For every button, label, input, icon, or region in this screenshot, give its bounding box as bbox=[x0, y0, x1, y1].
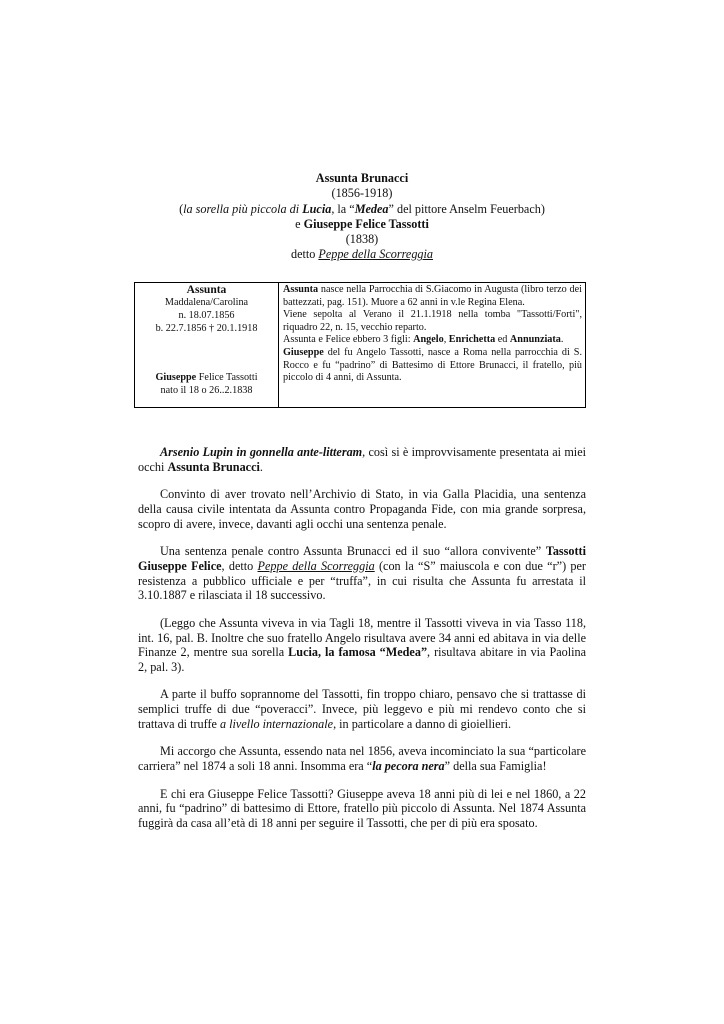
paragraph-7: E chi era Giuseppe Felice Tassotti? Giuseppe aveva 18 anni più di lei e nel 1860, a 22 anni, fu “padrino” di battesimo di Ettore, fratello più piccolo di Assunta. Nel 1874 Assunta fuggirà da casa all’età di 18 anni per seguire il Tassotti, che per di più era sposato. bbox=[138, 786, 586, 830]
paragraph-6: Mi accorgo che Assunta, essendo nata nel 1856, aveva incominciato la sua “particolare carriera” nel 1874 a soli 18 anni. Insomma era “la pecora nera” della sua Famiglia! bbox=[138, 744, 586, 774]
info-table bbox=[134, 282, 586, 408]
title-nickname: detto Peppe della Scorreggia bbox=[290, 247, 434, 262]
assunta-heading: Assunta bbox=[186, 284, 227, 296]
title-dates: (1856-1918) bbox=[331, 186, 393, 201]
info-table-right-column bbox=[283, 284, 582, 385]
title-second-person: e Giuseppe Felice Tassotti bbox=[295, 216, 429, 231]
paragraph-2: Convinto di aver trovato nell’Archivio di Stato, in via Galla Placidia, una sentenza della causa civile intentata da Assunta contro Propaganda Fide, con mia grande sorpresa, scopro di avere, invece, davanti agli occhi una sentenza penale. bbox=[138, 487, 586, 531]
paragraph-1: Arsenio Lupin in gonnella ante-litteram, così si è improvvisamente presentata ai miei occhi Assunta Brunacci. bbox=[138, 445, 586, 474]
children-note: Assunta e Felice ebbero 3 figli: Angelo, Enrichetta ed Annunziata. bbox=[283, 334, 564, 346]
title-year: (1838) bbox=[345, 232, 379, 247]
giuseppe-name: Giuseppe Felice Tassotti bbox=[155, 372, 258, 383]
info-table-left-column bbox=[135, 283, 279, 407]
giuseppe-born: nato il 18 o 26..2.1838 bbox=[160, 384, 253, 396]
assunta-birth: n. 18.07.1856 bbox=[178, 309, 235, 321]
document-header bbox=[120, 171, 604, 263]
document-body bbox=[138, 445, 586, 844]
burial-note: Viene sepolta al Verano il 21.1.1918 nella tomba "Tassotti/Forti", riquadro 22, n. 15, vecchio reparto. bbox=[283, 309, 582, 333]
assunta-baptism-death: b. 22.7.1856 † 20.1.1918 bbox=[155, 322, 258, 334]
title-name: Assunta Brunacci bbox=[315, 171, 409, 185]
paragraph-4: (Leggo che Assunta viveva in via Tagli 18, mentre il Tassotti viveva in via Tasso 118, int. 16, pal. B. Inoltre che suo fratello Angelo risultava avere 34 anni ed abitava in via delle Finanze 2, mentre sua sorella Lucia, la famosa “Medea”, risultava abitare in via Paolina 2, pal. 3). bbox=[138, 615, 587, 674]
assunta-birth-note: Assunta nasce nella Parrocchia di S.Giacomo in Augusta (libro terzo dei battezzati, pag. 151). Muore a 62 anni in v.le Regina Elena. bbox=[283, 284, 582, 308]
paragraph-3: Una sentenza penale contro Assunta Brunacci ed il suo “allora convivente” Tassotti Giuseppe Felice, detto Peppe della Scorreggia (con la “S” maiuscola e con due “r”) per resistenza a pubblico ufficiale e per “truffa”, in cui risulta che Assunta fu arrestata il 3.10.1887 e rilasciata il 18 successivo. bbox=[138, 544, 586, 603]
giuseppe-note: Giuseppe del fu Angelo Tassotti, nasce a Roma nella parrocchia di S. Rocco e fu “padrino” di Battesimo di Ettore Brunacci, il fratello, più piccolo di 4 anni, di Assunta. bbox=[283, 346, 582, 384]
assunta-names: Maddalena/Carolina bbox=[164, 296, 249, 308]
title-subtitle: (la sorella più piccola di Lucia, la “Medea” del pittore Anselm Feuerbach) bbox=[179, 201, 545, 216]
paragraph-5: A parte il buffo soprannome del Tassotti, fin troppo chiaro, pensavo che si trattasse di semplici truffe di due “poveracci”. Invece, più leggevo e più mi rendevo conto che si trattava di truffe a livello internazionale, in particolare a danno di gioiellieri. bbox=[138, 687, 586, 731]
giuseppe-block bbox=[135, 372, 278, 398]
